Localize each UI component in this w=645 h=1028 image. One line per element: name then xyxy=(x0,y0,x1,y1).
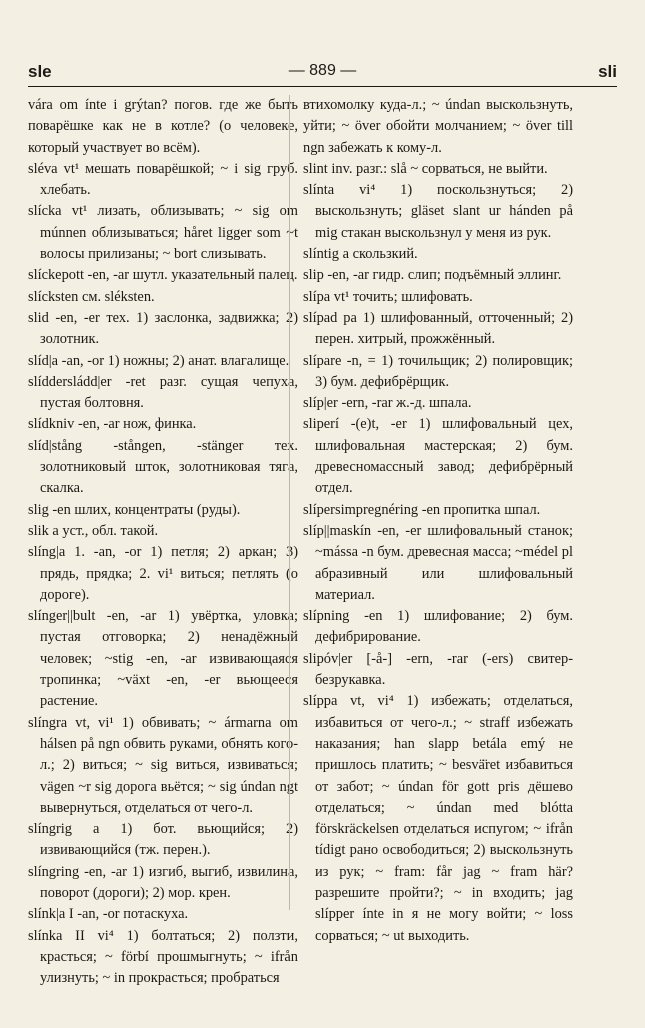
page-number: — 889 — xyxy=(288,62,357,79)
dictionary-entry: slíd|a -an, -or 1) ножны; 2) анат. влагалище. xyxy=(28,352,290,369)
dictionary-entry: slípare -n, = 1) точильщик; 2) полировщик; 3) бум. дефибрёрщик. xyxy=(303,352,573,390)
dictionary-entry: vára om ínte i grýtan? погов. где же быть поварёшке как не в котле? (о человеке, который участвует во всём). xyxy=(28,97,298,156)
dictionary-entry: slíd|stång -stången, -stänger тех. золотниковый шток, золотниковая тяга, скалка. xyxy=(28,437,298,497)
dictionary-entry: slípning -en 1) шлифование; 2) бум. дефибрирование. xyxy=(303,608,573,646)
dictionary-entry: sliperí -(e)t, -er 1) шлифовальный цех, шлифовальная мастерская; 2) бум. древесномассный завод; дефибрёрный отдел. xyxy=(303,416,573,497)
dictionary-entry: slípa vt¹ точить; шлифовать. xyxy=(303,288,473,305)
dictionary-entry: slik a уст., обл. такой. xyxy=(28,522,159,539)
dictionary-entry: slíntig a скользкий. xyxy=(303,246,418,263)
dictionary-entry: slícka vt¹ лизать, облизывать; ~ sig om múnnen облизываться; håret ligger som ~t волосы прилизаны; ~ bort слизывать. xyxy=(28,203,298,263)
dictionary-entry: slíngrig a 1) бот. вьющийся; 2) извивающийся (тж. перен.). xyxy=(28,821,298,859)
dictionary-entry: slipóv|er [-å-] -ern, -rar (-ers) свитер-безрукавка. xyxy=(303,650,573,689)
left-running-headword: sle xyxy=(28,62,52,81)
dictionary-entry: slint inv. разг.: slå ~ сорваться, не выйти. xyxy=(303,160,548,177)
dictionary-entry: slíng|a 1. -an, -or 1) петля; 2) аркан; 3) прядь, прядка; 2. vi¹ виться; петлять (о дороге). xyxy=(28,544,298,603)
dictionary-entry: slídkniv -en, -ar нож, финка. xyxy=(28,416,197,433)
dictionary-entry: slínta vi⁴ 1) поскользнуться; 2) выскользнуть; gläset slant ur hánden på mig стакан выскользнул у меня из рук. xyxy=(303,182,573,241)
dictionary-entry: slíddersládd|er -ret разг. сущая чепуха, пустая болтовня. xyxy=(28,373,298,412)
dictionary-entry: slínger||bult -en, -ar 1) увёртка, уловка; пустая отговорка; 2) ненадёжный человек; ~stig -en, -ar извивающаяся тропинка; ~växt -en, -er вьющееся растение. xyxy=(28,608,298,710)
dictionary-entry: slípersimpregnéring -en пропитка шпал. xyxy=(303,501,541,518)
dictionary-entry: slíckepott -en, -ar шутл. указательный палец. xyxy=(28,267,298,284)
dictionary-entry: slípad pa 1) шлифованный, отточенный; 2) перен. хитрый, прожжённый. xyxy=(303,309,573,348)
right-column xyxy=(303,95,573,947)
dictionary-entry: slíp||maskín -en, -er шлифовальный станок; ~mássa -n бум. древесная масса; ~médel pl абразивный или шлифовальный материал. xyxy=(303,522,573,603)
dictionary-entry: slíngra vt, vi¹ 1) обвивать; ~ ármarna om hálsen på ngn обвить руками, обнять кого-л.; 2) виться; ~ sig виться, извиваться; vägen ~r sig дорога вьётся; ~ sig úndan ngt вывернуться, отделаться от чего-л. xyxy=(28,714,298,816)
header-rule xyxy=(28,86,617,87)
right-running-headword: sli xyxy=(598,62,617,81)
dictionary-entry: slid -en, -er тех. 1) заслонка, задвижка; 2) золотник. xyxy=(28,309,298,348)
dictionary-entry: slíp|er -ern, -rar ж.-д. шпала. xyxy=(303,395,472,412)
dictionary-entry: slínka II vi⁴ 1) болтаться; 2) ползти, красться; ~ förbí прошмыгнуть; ~ ifrån улизнуть; ~ in прокрасться; пробраться xyxy=(28,927,298,987)
dictionary-entry: slíngring -en, -ar 1) изгиб, выгиб, извилина, поворот (дороги); 2) мор. крен. xyxy=(28,863,298,901)
dictionary-entry: втихомолку куда-л.; ~ úndan выскользнуть, уйти; ~ över обойти молчанием; ~ över till ngn забежать к кому-л. xyxy=(303,97,573,156)
column-divider xyxy=(289,95,290,910)
dictionary-entry: slíppa vt, vi⁴ 1) избежать; отделаться, избавиться от чего-л.; ~ straff избежать наказания; han slapp betála emý не пришлось платить; ~ besvä̈ret избавиться от забот; ~ úndan för gott pris дёшево отделаться; ~ úndan med blótta förskräckelsen отделаться испугом; ~ ifrån tídigt рано освободиться; 2) выскользнуть из рук; ~ fram: får jag ~ fram här? разрешите пройти?; ~ in входить; jag slípper ínte in я не могу войти; ~ loss сорваться; ~ ut выходить. xyxy=(303,693,573,944)
dictionary-entry: slícksten см. sléksten. xyxy=(28,288,155,305)
page-header xyxy=(28,62,617,84)
dictionary-entry: sléva vt¹ мешать поварёшкой; ~ i sig груб. хлебать. xyxy=(28,160,298,199)
left-column xyxy=(28,95,298,989)
dictionary-entry: slínk|a I -an, -or потаскуха. xyxy=(28,906,189,923)
dictionary-entry: slip -en, -ar гидр. слип; подъёмный эллинг. xyxy=(303,267,562,284)
dictionary-entry: slig -en шлих, концентраты (руды). xyxy=(28,501,241,518)
